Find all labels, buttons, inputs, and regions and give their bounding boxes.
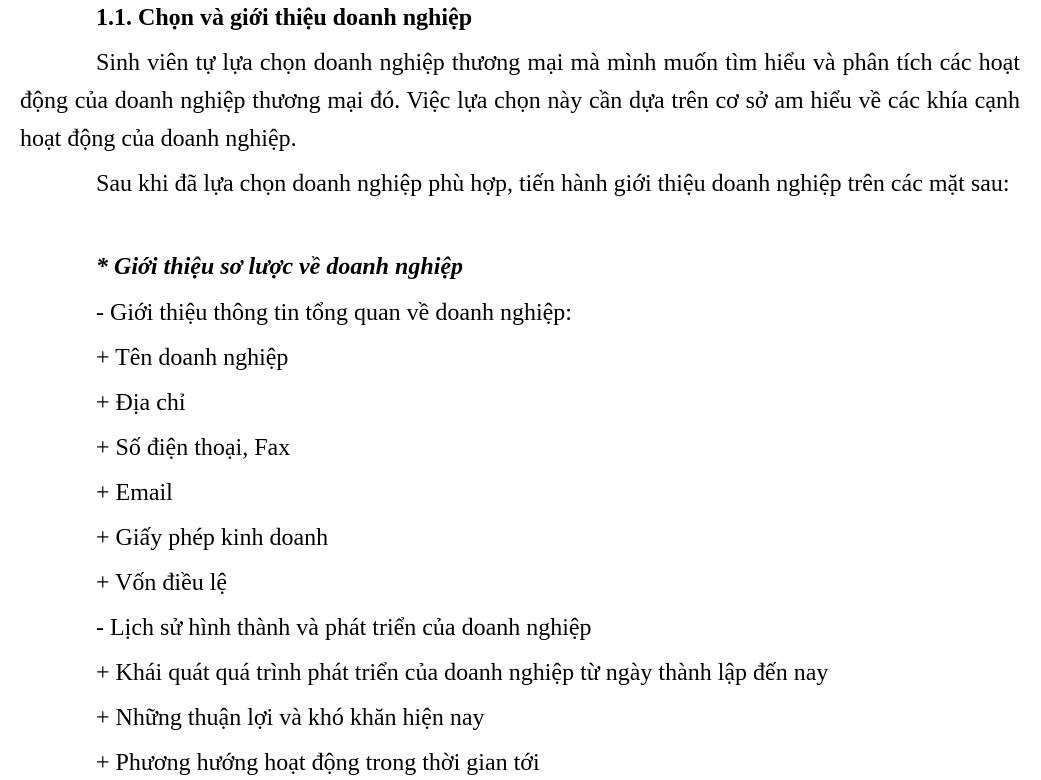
- list-item: + Những thuận lợi và khó khăn hiện nay: [96, 705, 485, 731]
- intro-paragraph: Sinh viên tự lựa chọn doanh nghiệp thương mại mà mình muốn tìm hiểu và phân tích các hoạt động của doanh nghiệp thương mại đó. Việc lựa chọn này cần dựa trên cơ sở am hiểu về các khía cạnh hoạt động của doanh nghiệp.: [20, 50, 1020, 152]
- list-item: + Địa chỉ: [96, 390, 186, 416]
- list-item: - Giới thiệu thông tin tổng quan về doanh nghiệp:: [96, 300, 572, 326]
- list-item: + Giấy phép kinh doanh: [96, 525, 329, 551]
- list-item: + Số điện thoại, Fax: [96, 435, 291, 461]
- instruction-paragraph: Sau khi đã lựa chọn doanh nghiệp phù hợp, tiến hành giới thiệu doanh nghiệp trên các mặt sau:: [96, 171, 1010, 197]
- list-item: + Email: [96, 480, 173, 506]
- section-heading: 1.1. Chọn và giới thiệu doanh nghiệp: [96, 5, 473, 31]
- list-item: - Lịch sử hình thành và phát triển của doanh nghiệp: [96, 615, 592, 641]
- list-item: + Phương hướng hoạt động trong thời gian tới: [96, 750, 540, 776]
- list-item: + Khái quát quá trình phát triển của doanh nghiệp từ ngày thành lập đến nay: [96, 660, 829, 686]
- list-item: + Vốn điều lệ: [96, 570, 228, 596]
- list-item: + Tên doanh nghiệp: [96, 345, 289, 371]
- subsection-heading: * Giới thiệu sơ lược về doanh nghiệp: [96, 254, 464, 280]
